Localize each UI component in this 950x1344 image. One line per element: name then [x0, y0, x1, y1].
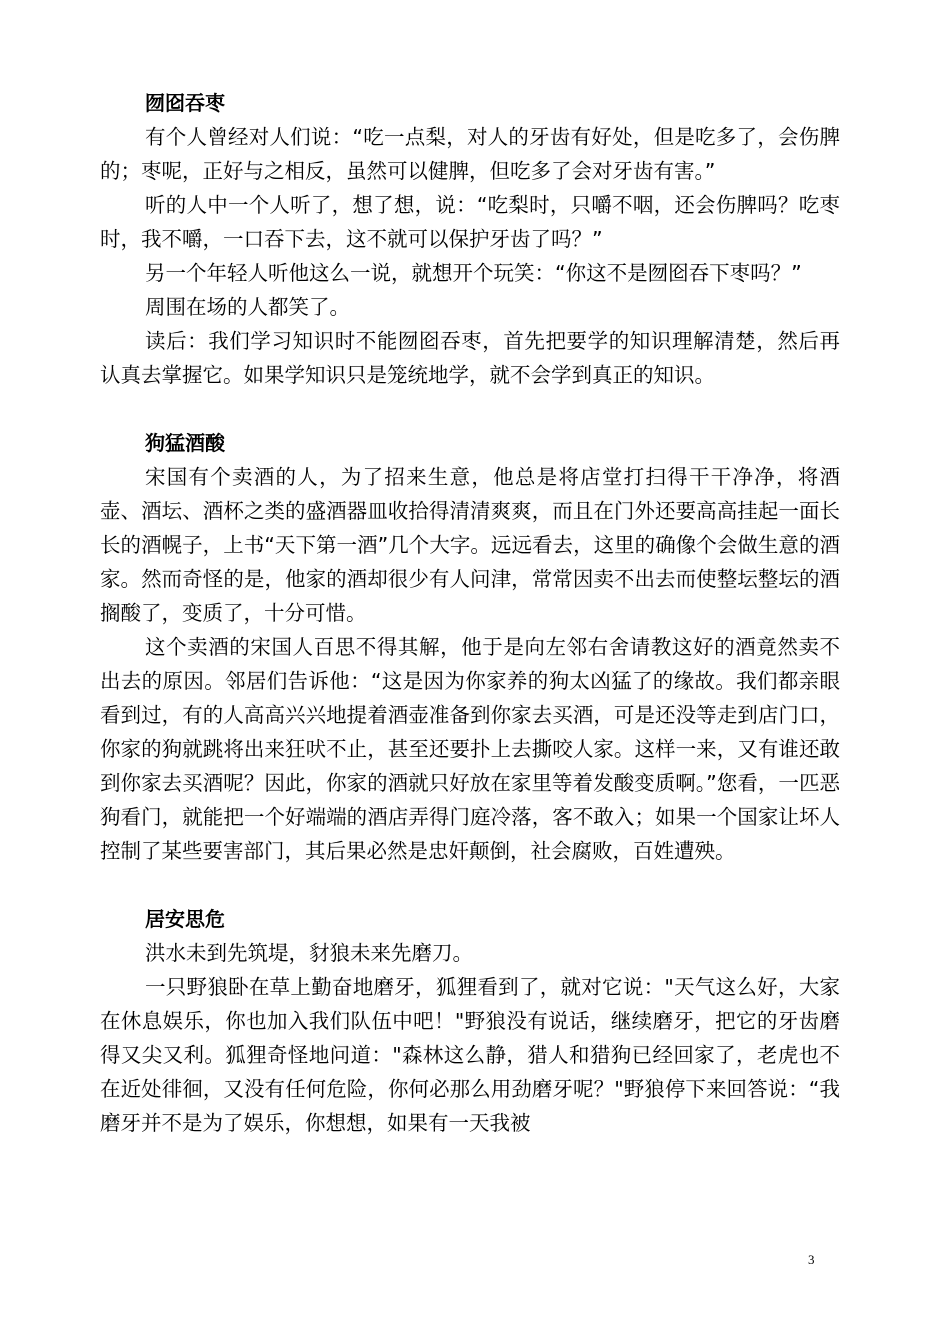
document-page [100, 86, 840, 1174]
paragraph: 这个卖酒的宋国人百思不得其解，他于是向左邻右舍请教这好的酒竟然卖不出去的原因。邻居们告诉他：“这是因为你家养的狗太凶猛了的缘故。我们都亲眼看到过，有的人高高兴兴地提着酒壶准备到你家去买酒，可是还没等走到店门口，你家的狗就跳将出来狂吠不止，甚至还要扑上去撕咬人家。这样一来，又有谁还敢到你家去买酒呢？因此，你家的酒就只好放在家里等着发酸变质啊。”您看，一匹恶狗看门，就能把一个好端端的酒店弄得门庭冷落，客不敢入；如果一个国家让坏人控制了某些要害部门，其后果必然是忠奸颠倒，社会腐败，百姓遭殃。 [100, 635, 840, 863]
paragraph: 听的人中一个人听了，想了想，说：“吃梨时，只嚼不咽，还会伤脾吗？吃枣时，我不嚼，一口吞下去，这不就可以保护牙齿了吗？” [100, 193, 840, 251]
story-section [100, 902, 840, 1140]
paragraph: 有个人曾经对人们说：“吃一点梨，对人的牙齿有好处，但是吃多了，会伤脾的；枣呢，正好与之相反，虽然可以健脾，但吃多了会对牙齿有害。” [100, 125, 840, 183]
page-number: 3 [808, 1252, 815, 1267]
paragraph: 另一个年轻人听他这么一说，就想开个玩笑：“你这不是囫囵吞下枣吗？” [145, 261, 802, 285]
paragraph: 周围在场的人都笑了。 [145, 295, 350, 319]
story-section [100, 86, 840, 392]
story-section [100, 426, 840, 868]
paragraph: 一只野狼卧在草上勤奋地磨牙，狐狸看到了，就对它说："天气这么好，大家在休息娱乐，你也加入我们队伍中吧！"野狼没有说话，继续磨牙，把它的牙齿磨得又尖又利。狐狸奇怪地问道："森林这么静，猎人和猎狗已经回家了，老虎也不在近处徘徊，又没有任何危险，你何必那么用劲磨牙呢？"野狼停下来回答说：“我磨牙并不是为了娱乐，你想想，如果有一天我被 [100, 975, 840, 1135]
paragraph: 宋国有个卖酒的人，为了招来生意，他总是将店堂打扫得干干净净，将酒壶、酒坛、酒杯之类的盛酒器皿收拾得清清爽爽，而且在门外还要高高挂起一面长长的酒幌子，上书“天下第一酒”几个大字。远远看去，这里的确像个会做生意的酒家。然而奇怪的是，他家的酒却很少有人问津，常常因卖不出去而使整坛整坛的酒搁酸了，变质了，十分可惜。 [100, 465, 840, 625]
section-title: 囫囵吞枣 [145, 91, 225, 115]
section-title: 居安思危 [145, 907, 225, 931]
paragraph: 洪水未到先筑堤，豺狼未来先磨刀。 [145, 941, 473, 965]
paragraph: 读后：我们学习知识时不能囫囵吞枣，首先把要学的知识理解清楚，然后再认真去掌握它。如果学知识只是笼统地学，就不会学到真正的知识。 [100, 329, 840, 387]
section-title: 狗猛酒酸 [145, 431, 225, 455]
